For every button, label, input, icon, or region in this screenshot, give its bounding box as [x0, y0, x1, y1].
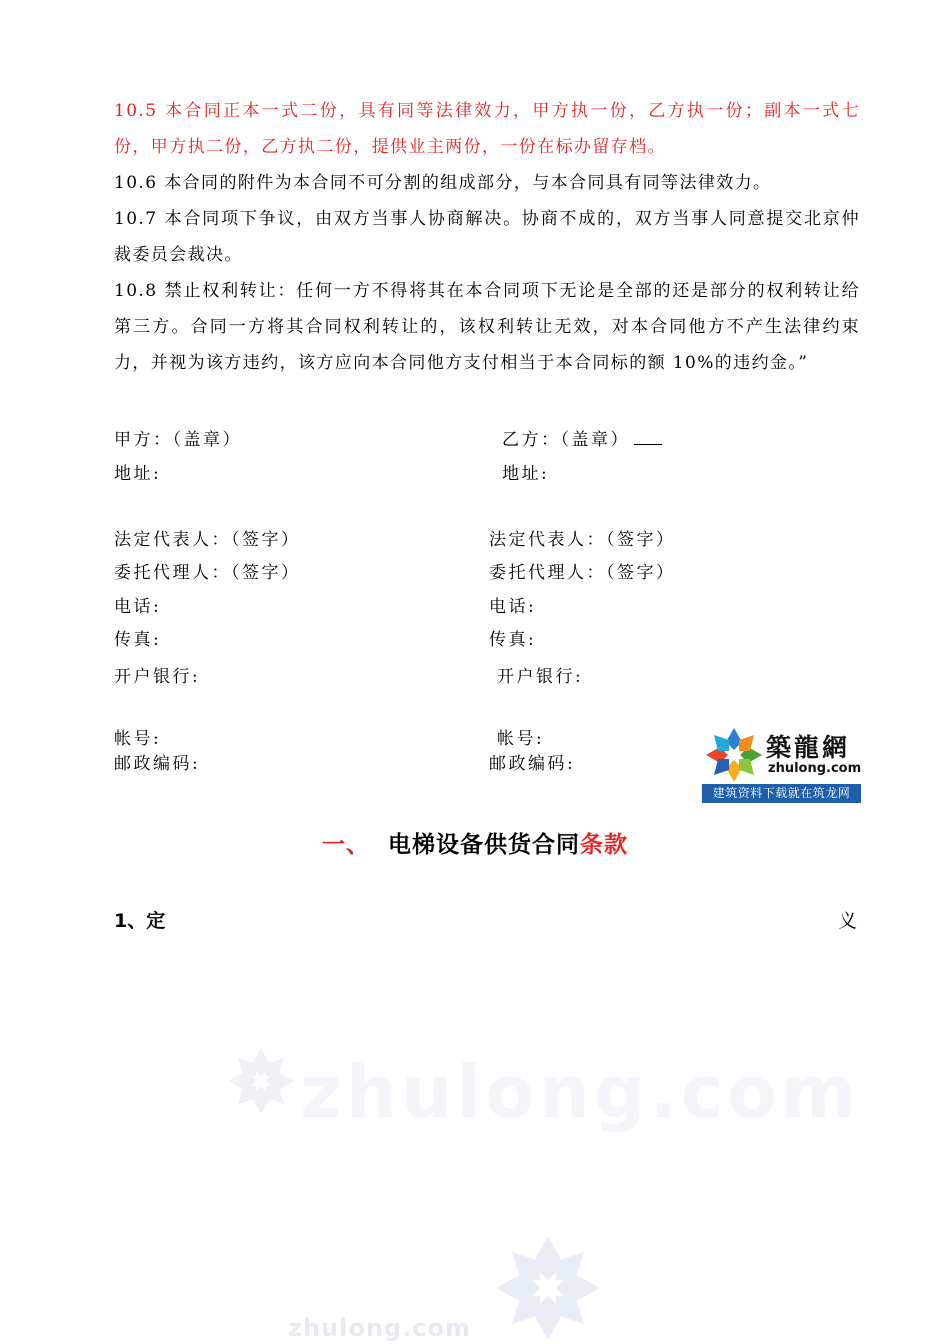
watermark-emblem-middle	[226, 1046, 296, 1116]
logo-domain: zhulong.com	[768, 761, 862, 776]
party-b-fax: 传真:	[489, 630, 537, 650]
logo-slogan: 建筑资料下载就在筑龙网	[702, 784, 861, 803]
party-b-seal	[502, 425, 662, 450]
zhulong-logo[interactable]	[702, 726, 861, 803]
watermark-text-bottom: zhulong.com	[288, 1314, 471, 1342]
party-b-seal-label: 乙方：（盖章）	[502, 430, 630, 450]
party-a-fax: 传真:	[114, 630, 162, 650]
zhulong-emblem-icon	[704, 726, 764, 784]
clause-10-6: 10.6 本合同的附件为本合同不可分割的组成部分，与本合同具有同等法律效力。	[114, 173, 772, 193]
section-title: 电梯设备供货合同	[388, 832, 580, 858]
definition-heading-left: 1、定	[114, 910, 166, 932]
party-b-legal-rep: 法定代表人：（签字）	[489, 530, 676, 550]
definition-heading-right: 义	[838, 910, 858, 932]
logo-name: 築龍網	[766, 733, 851, 762]
section-heading	[0, 826, 950, 859]
clause-10-7: 10.7 本合同项下争议，由双方当事人协商解决。协商不成的，双方当事人同意提交北京仲裁委员会裁决。	[114, 209, 860, 265]
clause-10-5: 10.5 本合同正本一式二份，具有同等法律效力，甲方执一份，乙方执一份；副本一式七份，甲方执二份，乙方执二份，提供业主两份，一份在标办留存档。	[114, 101, 860, 157]
party-b-postcode: 邮政编码:	[489, 754, 576, 774]
party-a-postcode: 邮政编码:	[114, 754, 201, 774]
party-b-phone: 电话:	[489, 597, 537, 617]
party-b-agent: 委托代理人：（签字）	[489, 563, 676, 583]
watermark-emblem-bottom	[493, 1233, 603, 1343]
party-b-account: 帐号:	[497, 729, 545, 749]
section-title-highlight: 条款	[580, 832, 628, 858]
party-b-bank: 开户银行:	[497, 667, 584, 687]
party-b-seal-underline	[634, 430, 662, 445]
party-a-seal: 甲方：（盖章）	[114, 430, 242, 450]
party-a-agent: 委托代理人：（签字）	[114, 563, 301, 583]
watermark-text-middle: zhulong.com	[300, 1050, 860, 1134]
party-a-legal-rep: 法定代表人：（签字）	[114, 530, 301, 550]
party-b-address: 地址:	[502, 464, 550, 484]
party-a-bank: 开户银行:	[114, 667, 201, 687]
section-number: 一、	[322, 832, 370, 858]
party-a-address: 地址:	[114, 464, 162, 484]
party-a-account: 帐号:	[114, 729, 162, 749]
clause-10-8: 10.8 禁止权利转让：任何一方不得将其在本合同项下无论是全部的还是部分的权利转让给第三方。合同一方将其合同权利转让的，该权利转让无效，对本合同他方不产生法律约束力，并视为该方违约，该方应向本合同他方支付相当于本合同标的额 10%的违约金。”	[114, 281, 860, 373]
party-a-phone: 电话:	[114, 597, 162, 617]
